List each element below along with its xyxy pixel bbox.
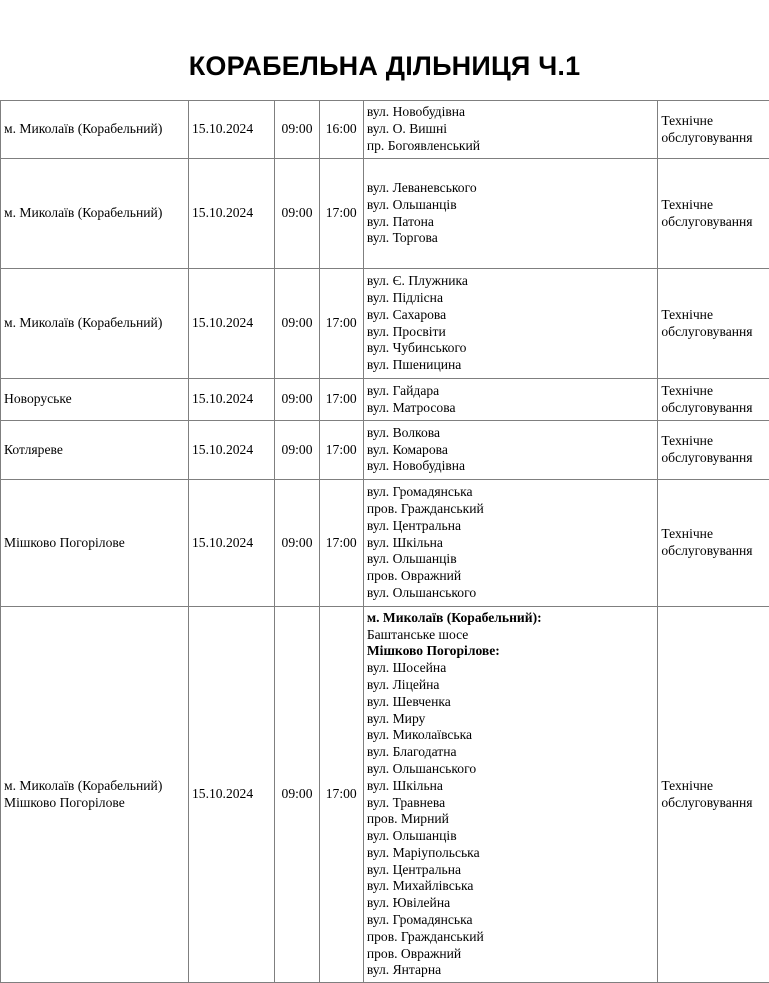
cell-streets [363,101,658,159]
street-name: вул. Миколаївська [367,727,655,744]
settlement-name: м. Миколаїв (Корабельний) [4,205,185,222]
street-name: вул. Шкільна [367,535,655,552]
reason-text: обслуговування [661,214,768,231]
street-name: вул. Торгова [367,230,655,247]
street-name: вул. Ліцейна [367,677,655,694]
cell-start-time: 09:00 [275,159,319,269]
cell-date: 15.10.2024 [188,101,274,159]
cell-date: 15.10.2024 [188,480,274,607]
street-name: вул. Ольшанців [367,828,655,845]
street-name: вул. Ольшанців [367,551,655,568]
street-group-heading: м. Миколаїв (Корабельний): [367,610,655,627]
cell-end-time: 17:00 [319,421,363,480]
cell-date: 15.10.2024 [188,421,274,480]
cell-date: 15.10.2024 [188,379,274,421]
street-name: Баштанське шосе [367,627,655,644]
cell-settlement [1,159,189,269]
cell-reason [658,480,769,607]
street-name: вул. Центральна [367,862,655,879]
cell-start-time: 09:00 [275,269,319,379]
cell-end-time: 17:00 [319,159,363,269]
street-name: пр. Богоявленський [367,138,655,155]
cell-reason [658,101,769,159]
reason-text: обслуговування [661,130,768,147]
street-name: вул. Громадянська [367,912,655,929]
cell-reason [658,269,769,379]
cell-start-time: 09:00 [275,421,319,480]
table-row [1,480,769,607]
street-name: вул. Просвіти [367,324,655,341]
reason-text: Технічне [661,307,768,324]
cell-settlement [1,607,189,983]
cell-date: 15.10.2024 [188,159,274,269]
street-name: вул. Патона [367,214,655,231]
settlement-name: м. Миколаїв (Корабельний) [4,315,185,332]
street-name: вул. Маріупольська [367,845,655,862]
street-name: вул. Волкова [367,425,655,442]
street-name: вул. Центральна [367,518,655,535]
reason-text: Технічне [661,197,768,214]
table-row [1,159,769,269]
street-name: вул. Підлісна [367,290,655,307]
street-name: вул. Ольшанського [367,761,655,778]
street-name: пров. Гражданський [367,501,655,518]
reason-text: Технічне [661,778,768,795]
street-name: вул. Новобудівна [367,458,655,475]
cell-start-time: 09:00 [275,379,319,421]
reason-text: обслуговування [661,450,768,467]
reason-text: обслуговування [661,324,768,341]
settlement-name: Мішково Погорілове [4,535,185,552]
settlement-name: Котляреве [4,442,185,459]
street-name: вул. Шевченка [367,694,655,711]
reason-text: Технічне [661,526,768,543]
cell-reason [658,379,769,421]
street-name: вул. Комарова [367,442,655,459]
outage-schedule-table [0,100,769,983]
cell-date: 15.10.2024 [188,269,274,379]
street-name: вул. Сахарова [367,307,655,324]
page-title: КОРАБЕЛЬНА ДІЛЬНИЦЯ Ч.1 [0,48,769,84]
cell-settlement [1,480,189,607]
cell-settlement [1,269,189,379]
street-name: вул. Михайлівська [367,878,655,895]
street-name: вул. Миру [367,711,655,728]
street-name: вул. Леваневського [367,180,655,197]
table-row [1,101,769,159]
reason-text: Технічне [661,383,768,400]
street-name: вул. Ольшанського [367,585,655,602]
street-name: вул. Пшеницина [367,357,655,374]
street-name: вул. Ольшанців [367,197,655,214]
street-name: вул. О. Вишні [367,121,655,138]
reason-text: обслуговування [661,795,768,812]
cell-settlement [1,421,189,480]
cell-streets [363,159,658,269]
reason-text: Технічне [661,113,768,130]
cell-start-time: 09:00 [275,607,319,983]
cell-streets [363,269,658,379]
cell-settlement [1,379,189,421]
cell-start-time: 09:00 [275,480,319,607]
table-row [1,607,769,983]
reason-text: Технічне [661,433,768,450]
cell-date: 15.10.2024 [188,607,274,983]
cell-reason [658,607,769,983]
cell-end-time: 17:00 [319,607,363,983]
reason-text: обслуговування [661,543,768,560]
street-name: вул. Новобудівна [367,104,655,121]
cell-streets [363,421,658,480]
street-name: вул. Гайдара [367,383,655,400]
reason-text: обслуговування [661,400,768,417]
street-name: пров. Овражний [367,568,655,585]
cell-streets [363,607,658,983]
settlement-name: м. Миколаїв (Корабельний) [4,121,185,138]
settlement-name: Мішково Погорілове [4,795,185,812]
schedule-body [1,101,769,983]
cell-settlement [1,101,189,159]
table-row [1,421,769,480]
street-name: пров. Овражний [367,946,655,963]
street-name: вул. Громадянська [367,484,655,501]
settlement-name: Новоруське [4,391,185,408]
street-name: вул. Шкільна [367,778,655,795]
cell-start-time: 09:00 [275,101,319,159]
street-name: вул. Є. Плужника [367,273,655,290]
cell-reason [658,159,769,269]
cell-streets [363,379,658,421]
street-name: вул. Ювілейна [367,895,655,912]
street-name: вул. Шосейна [367,660,655,677]
street-name: вул. Чубинського [367,340,655,357]
street-name: пров. Мирний [367,811,655,828]
street-name: вул. Янтарна [367,962,655,979]
cell-streets [363,480,658,607]
settlement-name: м. Миколаїв (Корабельний) [4,778,185,795]
table-row [1,379,769,421]
cell-end-time: 16:00 [319,101,363,159]
street-name: вул. Благодатна [367,744,655,761]
street-name: вул. Матросова [367,400,655,417]
cell-reason [658,421,769,480]
street-name: пров. Гражданський [367,929,655,946]
street-name: вул. Травнева [367,795,655,812]
street-group-heading: Мішково Погорілове: [367,643,655,660]
table-row [1,269,769,379]
cell-end-time: 17:00 [319,269,363,379]
cell-end-time: 17:00 [319,480,363,607]
cell-end-time: 17:00 [319,379,363,421]
